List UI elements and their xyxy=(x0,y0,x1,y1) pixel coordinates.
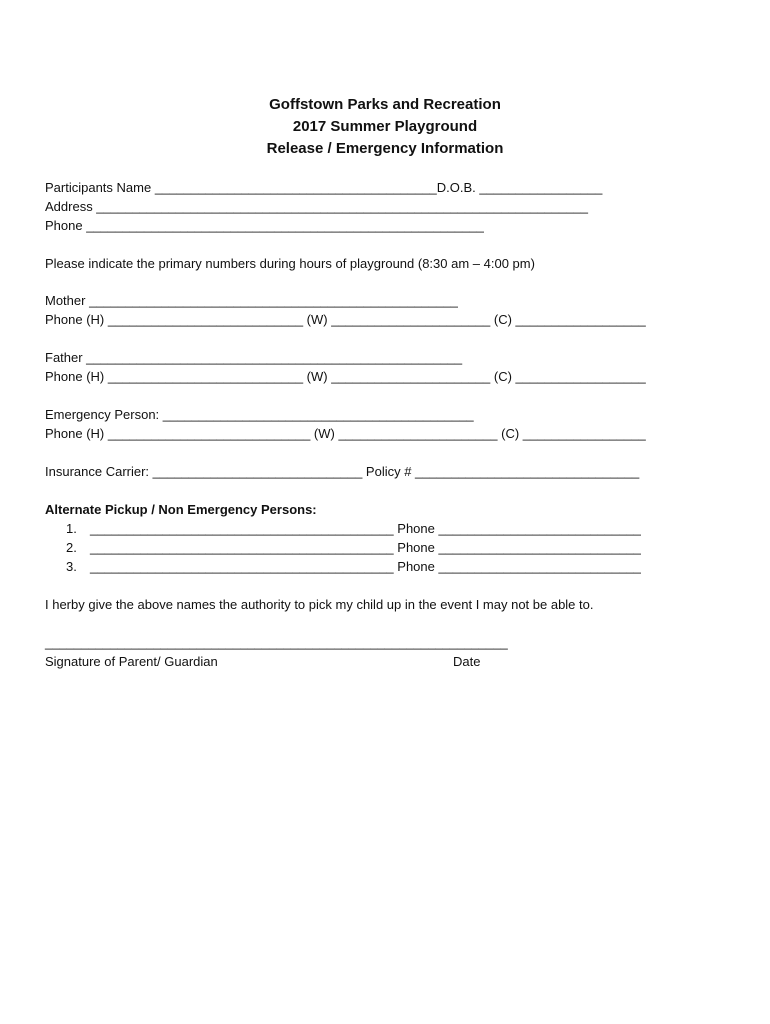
alternate-row-number: 2. xyxy=(66,540,77,555)
father-phone-fields[interactable]: Phone (H) ___________________________ (W) ______________________ (C) __________________ xyxy=(45,369,646,384)
father-name-field[interactable]: Father ____________________________________________________ xyxy=(45,350,463,365)
alternate-row-3-field[interactable]: __________________________________________ Phone ____________________________ xyxy=(90,559,641,574)
alternate-pickup-heading: Alternate Pickup / Non Emergency Persons: xyxy=(45,502,317,517)
org-title: Goffstown Parks and Recreation xyxy=(269,96,501,113)
alternate-row-number: 1. xyxy=(66,521,77,536)
date-label: Date xyxy=(453,654,481,669)
alternate-row-2-field[interactable]: __________________________________________ Phone ____________________________ xyxy=(90,540,641,555)
insurance-policy-field[interactable]: Insurance Carrier: _____________________________ Policy # _______________________________ xyxy=(45,464,640,479)
form-title: Release / Emergency Information xyxy=(266,140,504,157)
program-title: 2017 Summer Playground xyxy=(292,118,478,135)
phone-field[interactable]: Phone _______________________________________________________ xyxy=(45,218,484,233)
emergency-phone-fields[interactable]: Phone (H) ____________________________ (W) ______________________ (C) _________________ xyxy=(45,426,646,441)
address-field[interactable]: Address ____________________________________________________________________ xyxy=(45,199,588,214)
signature-date-line[interactable]: ________________________________________________________________ xyxy=(45,635,508,650)
mother-name-field[interactable]: Mother ___________________________________________________ xyxy=(45,293,458,308)
alternate-row-1-field[interactable]: __________________________________________ Phone ____________________________ xyxy=(90,521,641,536)
alternate-row-number: 3. xyxy=(66,559,77,574)
signature-label: Signature of Parent/ Guardian xyxy=(45,654,218,669)
instructions-text: Please indicate the primary numbers during hours of playground (8:30 am – 4:00 pm) xyxy=(45,256,535,271)
participant-name-dob-field[interactable]: Participants Name _______________________________________D.O.B. _________________ xyxy=(45,180,603,195)
authorization-statement: I herby give the above names the authority to pick my child up in the event I may not be able to. xyxy=(45,597,594,612)
emergency-person-field[interactable]: Emergency Person: ___________________________________________ xyxy=(45,407,474,422)
mother-phone-fields[interactable]: Phone (H) ___________________________ (W) ______________________ (C) __________________ xyxy=(45,312,646,327)
